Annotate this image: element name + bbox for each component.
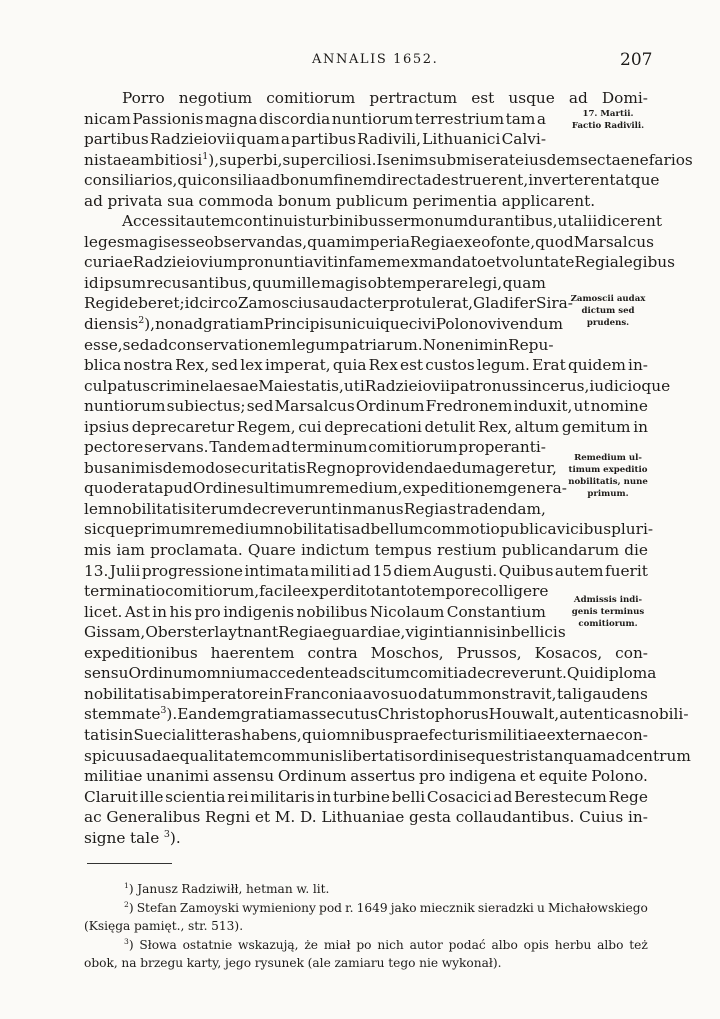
text-line: militiae unanimi assensu Ordinum assertus pro indigena et equite Polono. (84, 767, 648, 786)
text-line: nuntiorum subiectus; sed Marsalcus Ordinum Fredronem induxit, ut nomine (84, 397, 648, 416)
marginal-note-line: Remedium ul- (574, 453, 642, 463)
text-line: Regi deberet; idcirco Zamoscius audacter protulerat, Gladifer Sira- (84, 294, 573, 313)
text-line: lem nobilitatis iterum decreverunt in manus Regias tradendam, (84, 499, 546, 518)
text-line: ipsius deprecaretur Regem, cui deprecationi detulit Rex, altum gemitum in (84, 417, 648, 436)
running-header (0, 50, 720, 72)
text-line: expeditionibus haerentem contra Moschos, Prussos, Kosacos, con- (84, 643, 648, 662)
text-line: diensis $^2$), non ad gratiam Principis unicuique civi Polono vivendum (84, 314, 564, 334)
text-line: bus animis de modo securitatis Regno providendae dum ageretur, (84, 458, 557, 477)
marginal-note (556, 108, 660, 132)
text-line: licet. Ast in his pro indigenis nobilibus Nicolaum Constantium (84, 602, 546, 621)
footnote-line: $^1$) Janusz Radziwiłł, hetman w. lit. (124, 880, 330, 896)
text-line: nicam Passionis magna discordia nuntiorum terrestrium tam a (84, 109, 546, 128)
text-line: Claruit ille scientia rei militaris in turbine belli Cosacici ad Berestecum Rege (84, 787, 648, 806)
text-line: id ipsum recusantibus, quum ille magis obtemperare legi, quam (84, 273, 546, 292)
marginal-note-line: primum. (587, 489, 629, 499)
marginal-note-line: Zamoscii audax (570, 294, 646, 304)
footnote-line: $^2$) Stefan Zamoyski wymieniony pod r. 1649 jako miecznik sieradzki u Michałowskiego (124, 899, 648, 915)
running-title: ANNALIS 1652. (312, 52, 439, 67)
marginal-note-line: dictum sed (581, 306, 635, 316)
text-line: quod erat apud Ordines ultimum remedium, expeditionem genera- (84, 479, 567, 498)
marginal-note-line: nobilitatis, nune (568, 477, 648, 487)
text-line: pectore servans. Tandem ad terminum comitiorum properanti- (84, 438, 546, 457)
text-line: spicuus ad aequalitatem communis libertatis ordinis equestris tanquam ad centrum (84, 746, 691, 765)
text-line: leges magis esse observandas, quam imperia Regia ex eo fonte, quod Marsalcus (84, 232, 654, 251)
footnote-line: obok, na brzegu karty, jego rysunek (ale zamiaru tego nie wykonał). (84, 956, 502, 971)
text-line: sensu Ordinum omnium accedente adscitum comitia decreverunt. Qui diploma (84, 664, 657, 683)
text-line: signe tale $^3$). (84, 828, 181, 847)
text-line: sicque primum remedium nobilitatis ad bellum commotio publica vicibus pluri- (84, 520, 654, 539)
text-line: 13. Julii progressione intimata militi ad 15 diem Augusti. Quibus autem fuerit (84, 561, 648, 580)
text-line: partibus Radzieiovii quam a partibus Radivili, Lithuanici Calvi- (84, 130, 546, 149)
marginal-note-line: genis terminus (571, 607, 645, 617)
text-line: nistae ambitiosi $^1$), superbi, superciliosi. Is enim submiserat eiusdem sectae nefarios (84, 150, 693, 169)
text-line: Gissam, Obersterlaytnant Regiae guardiae, viginti annis in bellicis (84, 623, 566, 642)
marginal-note-line: timum expeditio (568, 465, 648, 475)
text-line: Porro negotium comitiorum pertractum est usque ad Domi- (122, 89, 648, 107)
text-line: esse, sed ad conservationem legum patriarum. Non enim in Repu- (84, 335, 554, 354)
text-line: terminatio comitiorum, facile ex perdito tanto tempore colligere (84, 582, 549, 601)
footnotes (84, 880, 648, 973)
text-line: stemmate $^3$). Eandem gratiam assecutus Christophorus Houwalt, autenticas nobili- (84, 705, 689, 724)
text-line: consiliarios, qui consilia ad bonum finem directa destruerent, inverterent atque (84, 171, 660, 190)
page-number: 207 (620, 50, 653, 70)
marginal-note-line: Factio Radivili. (571, 121, 645, 131)
marginal-note-line: Admissis indi- (573, 595, 643, 605)
text-line: nobilitatis ab imperatore in Franconia avo suo datum monstravit, tali gaudens (84, 684, 648, 703)
text-line: blica nostra Rex, sed lex imperat, quia Rex est custos legum. Erat quidem in- (84, 356, 648, 375)
footnote-separator (87, 863, 172, 864)
text-line: tatis in Suecia litteras habens, qui omnibus praefecturis militiae externae con- (84, 725, 648, 744)
text-line: curiae Radzieiovium pronuntiavit infamem ex mandato et voluntate Regia legibus (84, 253, 675, 272)
text-line: ac Generalibus Regni et M. D. Lithuaniae gesta collaudantibus. Cuius in- (84, 808, 648, 827)
marginal-note (556, 594, 660, 630)
text-line: Accessit autem continuis turbinibus sermonum durantibus, ut alii dicerent (122, 212, 662, 231)
marginal-note (556, 452, 660, 500)
footnote-line: $^3$) Słowa ostatnie wskazują, że miał po nich autor podać albo opis herbu albo też (124, 936, 648, 952)
text-line: ad privata sua commoda bonum publicum perimentia applicarent. (84, 191, 596, 210)
marginal-note (556, 293, 660, 329)
footnote-line: (Księga pamięt., str. 513). (84, 919, 244, 934)
text-line: mis iam proclamata. Quare indictum tempus restium publicandarum die (84, 541, 648, 560)
marginal-note-line: 17. Martii. (582, 109, 634, 119)
marginal-note-line: comitiorum. (578, 619, 638, 629)
text-line: culpatus crimine laesae Maiestatis, uti Radzieiovii patronus sincerus, iudicioque (84, 376, 671, 395)
marginal-note-line: prudens. (586, 318, 630, 328)
